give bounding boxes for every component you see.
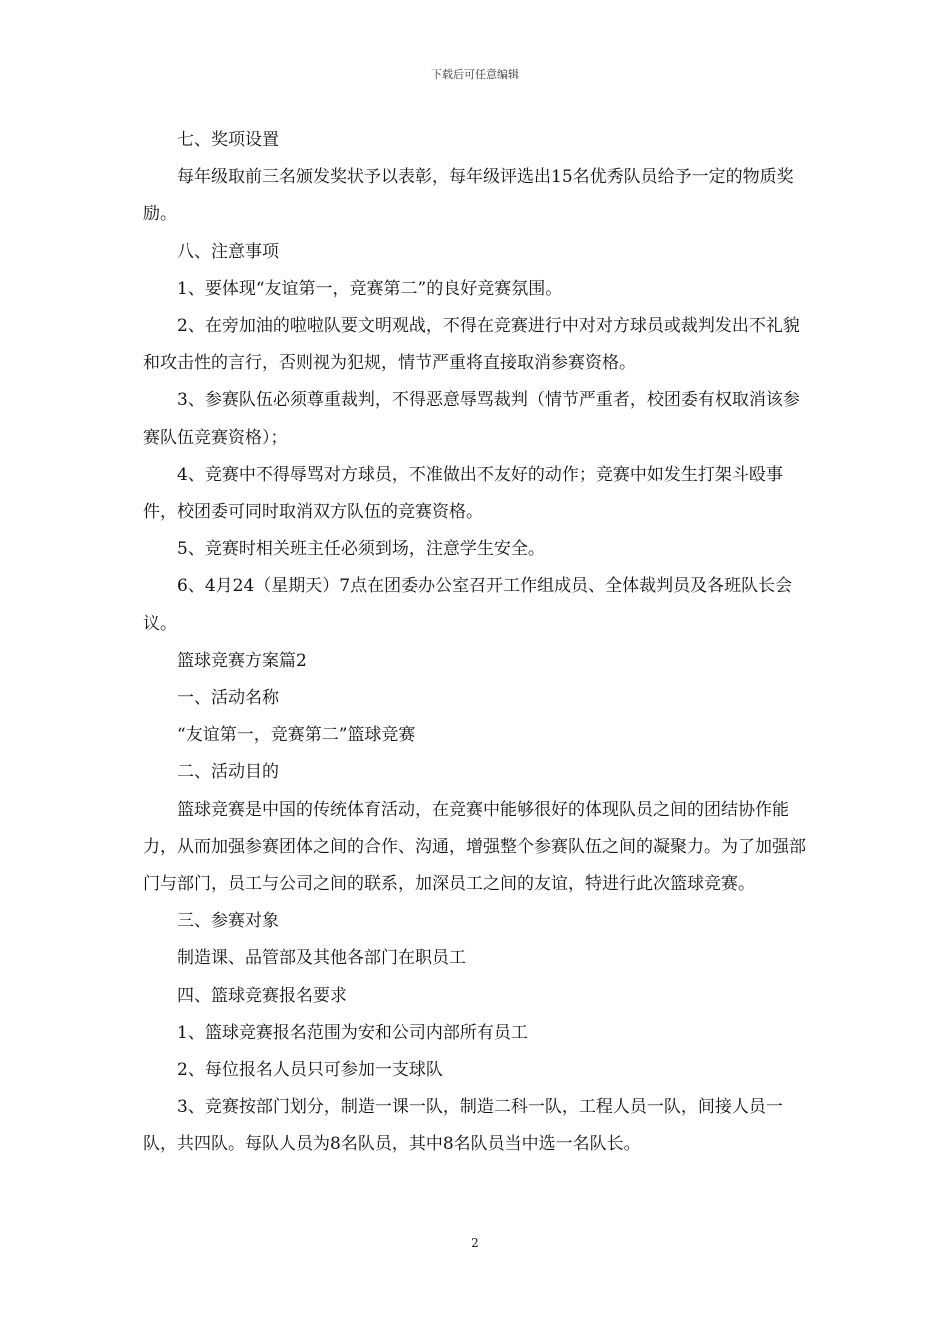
list-item: 5、竞赛时相关班主任必须到场，注意学生安全。 [177,539,545,560]
list-item: 1、要体现“友谊第一，竞赛第二”的良好竞赛氛围。 [177,278,563,299]
header-note: 下载后可任意编辑 [431,68,519,81]
list-item: 2、在旁加油的啦啦队要文明观战，不得在竞赛进行中对对方球员或裁判发出不礼貌和攻击性的言行，否则视为犯规，情节严重将直接取消参赛资格。 [143,316,800,374]
list-item: 4、竞赛中不得辱骂对方球员，不准做出不友好的动作；竞赛中如发生打架斗殴事件，校团委可同时取消双方队伍的竞赛资格。 [143,464,783,523]
list-item: 2、每位报名人员只可参加一支球队 [177,1060,443,1081]
section-heading-activity-purpose: 二、活动目的 [177,762,279,783]
section-heading-registration: 四、篮球竞赛报名要求 [177,985,347,1006]
section-heading-activity-name: 一、活动名称 [177,688,279,709]
document-body [143,122,809,1164]
list-item: 3、竞赛按部门划分，制造一课一队，制造二科一队，工程人员一队，间接人员一队，共四队。每队人员为8名队员，其中8名队员当中选一名队长。 [143,1097,783,1155]
page-number: 2 [471,1236,479,1250]
paragraph: 每年级取前三名颁发奖状予以表彰，每年级评选出15名优秀队员给予一定的物质奖励。 [143,167,794,225]
article-title: 篮球竞赛方案篇2 [177,650,307,671]
paragraph: 篮球竞赛是中国的传统体育活动，在竞赛中能够很好的体现队员之间的团结协作能力，从而加强参赛团体之间的合作、沟通，增强整个参赛队伍之间的凝聚力。为了加强部门与部门，员工与公司之间的联系，加深员工之间的友谊，特进行此次篮球竞赛。 [143,799,806,895]
list-item: 3、参赛队伍必须尊重裁判，不得恶意辱骂裁判（情节严重者，校团委有权取消该参赛队伍竞赛资格）； [143,390,800,448]
list-item: 6、4月24（星期天）7点在团委办公室召开工作组成员、全体裁判员及各班队长会议。 [143,576,793,634]
paragraph: “友谊第一，竞赛第二”篮球竞赛 [177,725,416,746]
section-heading-notes: 八、注意事项 [177,241,279,262]
paragraph: 制造课、品管部及其他各部门在职员工 [177,948,466,969]
list-item: 1、篮球竞赛报名范围为安和公司内部所有员工 [177,1022,528,1043]
section-heading-awards: 七、奖项设置 [177,130,279,150]
section-heading-participants: 三、参赛对象 [177,911,279,932]
